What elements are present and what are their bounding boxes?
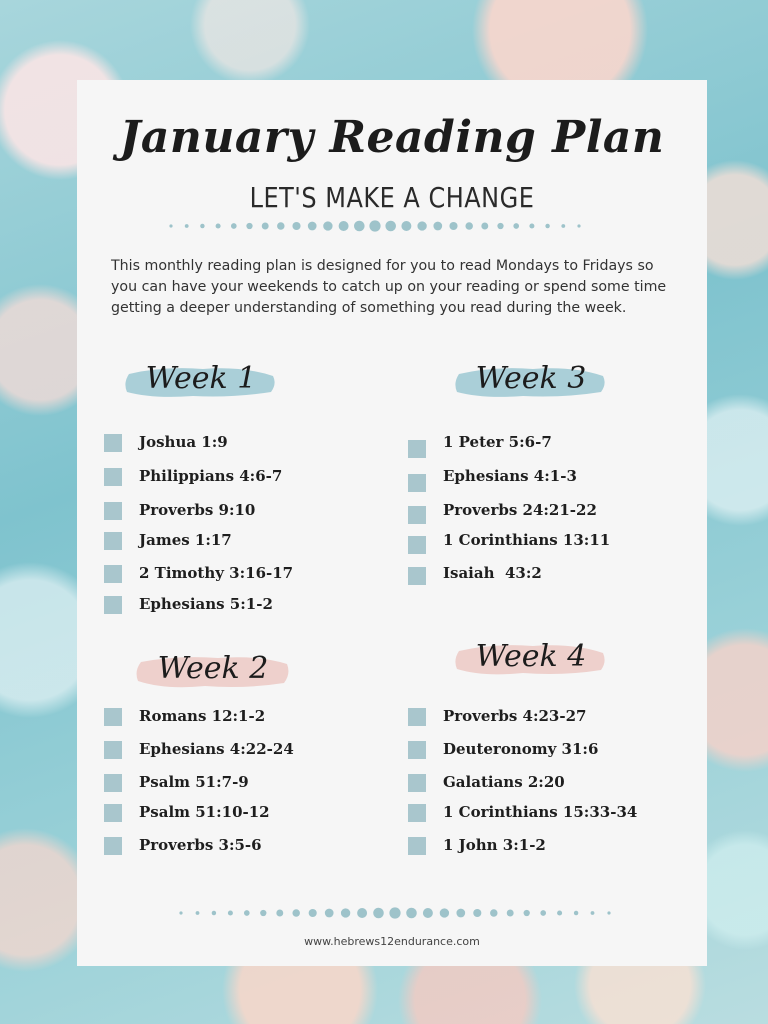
reading-plan-card <box>77 80 707 966</box>
divider-dot <box>507 910 514 917</box>
reading-item[interactable] <box>104 594 344 616</box>
page-subtitle: LET'S MAKE A CHANGE <box>249 181 535 215</box>
scripture-reference: Philippians 4:6-7 <box>139 467 283 485</box>
divider-dot <box>440 908 449 917</box>
divider-dot <box>449 222 457 230</box>
divider-dot <box>456 909 465 918</box>
reading-item[interactable] <box>104 706 344 728</box>
divider-dot <box>228 910 233 915</box>
checkbox[interactable] <box>104 565 122 583</box>
divider-dot <box>591 911 595 915</box>
reading-item[interactable] <box>104 432 344 454</box>
scripture-reference: Ephesians 5:1-2 <box>139 595 273 613</box>
scripture-reference: Ephesians 4:22-24 <box>139 740 294 758</box>
divider-dot <box>357 908 367 918</box>
week-label: Week 2 <box>157 651 269 686</box>
divider-dot <box>354 221 365 232</box>
divider-dot <box>262 223 269 230</box>
divider-dot <box>212 911 216 915</box>
scripture-reference: Galatians 2:20 <box>443 773 565 791</box>
week-label: Week 4 <box>475 639 587 674</box>
divider-dot <box>389 907 400 918</box>
week-4-heading <box>453 634 609 684</box>
reading-item[interactable] <box>408 835 648 857</box>
reading-item[interactable] <box>408 802 648 824</box>
divider-dot <box>216 223 221 228</box>
scripture-reference: 1 Corinthians 15:33-34 <box>443 803 638 821</box>
divider-dot <box>308 222 317 231</box>
checkbox[interactable] <box>104 434 122 452</box>
reading-item[interactable] <box>104 772 344 794</box>
scripture-reference: Isaiah 43:2 <box>443 564 542 582</box>
divider-dot <box>325 909 334 918</box>
divider-dot <box>557 910 562 915</box>
divider-dot <box>373 908 384 919</box>
week-3-heading <box>453 356 609 406</box>
divider-dot <box>385 221 396 232</box>
checkbox[interactable] <box>104 468 122 486</box>
divider-dot <box>545 224 549 228</box>
divider-dot <box>401 221 411 231</box>
checkbox[interactable] <box>104 502 122 520</box>
divider-dot <box>497 223 503 229</box>
week-label: Week 3 <box>475 361 587 396</box>
scripture-reference: Psalm 51:7-9 <box>139 773 249 791</box>
scripture-reference: Proverbs 4:23-27 <box>443 707 587 725</box>
divider-dot <box>277 222 285 230</box>
scripture-reference: Proverbs 24:21-22 <box>443 501 597 519</box>
divider-dot <box>231 223 237 229</box>
checkbox[interactable] <box>408 837 426 855</box>
divider-dot <box>513 223 519 229</box>
divider-dot <box>196 911 200 915</box>
divider-dot <box>574 911 578 915</box>
week-label: Week 1 <box>145 361 257 396</box>
top-dot-divider <box>165 218 585 234</box>
reading-item[interactable] <box>104 835 344 857</box>
checkbox[interactable] <box>104 741 122 759</box>
checkbox[interactable] <box>408 474 426 492</box>
checkbox[interactable] <box>408 536 426 554</box>
intro-paragraph: This monthly reading plan is designed for you to read Mondays to Fridays so you can have your weekends to catch up on your reading or spend some time getting a deeper understanding of something you read during the week. <box>111 258 667 316</box>
reading-item[interactable] <box>104 500 344 522</box>
divider-dot <box>481 223 488 230</box>
divider-dot <box>417 221 426 230</box>
checkbox[interactable] <box>104 837 122 855</box>
checkbox[interactable] <box>104 708 122 726</box>
divider-dot <box>292 909 300 917</box>
scripture-reference: Psalm 51:10-12 <box>139 803 270 821</box>
scripture-reference: Romans 12:1-2 <box>139 707 266 725</box>
reading-item[interactable] <box>408 530 648 552</box>
scripture-reference: Joshua 1:9 <box>139 433 228 451</box>
checkbox[interactable] <box>104 596 122 614</box>
divider-dot <box>490 909 498 917</box>
reading-item[interactable] <box>408 432 648 454</box>
reading-item[interactable] <box>104 739 344 761</box>
reading-item[interactable] <box>408 500 648 522</box>
bottom-dot-divider <box>175 905 615 921</box>
divider-dot <box>433 222 442 231</box>
reading-item[interactable] <box>104 466 344 488</box>
reading-item[interactable] <box>408 772 648 794</box>
checkbox[interactable] <box>408 774 426 792</box>
checkbox[interactable] <box>408 741 426 759</box>
reading-item[interactable] <box>104 802 344 824</box>
divider-dot <box>292 222 300 230</box>
scripture-reference: Proverbs 3:5-6 <box>139 836 262 854</box>
checkbox[interactable] <box>408 506 426 524</box>
checkbox[interactable] <box>408 708 426 726</box>
divider-dot <box>185 224 189 228</box>
divider-dot <box>200 224 204 228</box>
divider-dot <box>260 910 266 916</box>
divider-dot <box>423 908 433 918</box>
divider-dot <box>465 222 473 230</box>
reading-item[interactable] <box>408 739 648 761</box>
divider-dot <box>276 910 283 917</box>
divider-dot <box>406 908 417 919</box>
checkbox[interactable] <box>104 532 122 550</box>
checkbox[interactable] <box>104 804 122 822</box>
scripture-reference: 1 John 3:1-2 <box>443 836 546 854</box>
divider-dot <box>473 909 481 917</box>
reading-item[interactable] <box>104 563 344 585</box>
checkbox[interactable] <box>408 567 426 585</box>
divider-dot <box>529 223 534 228</box>
divider-dot <box>179 911 182 914</box>
divider-dot <box>341 908 350 917</box>
reading-item[interactable] <box>104 530 344 552</box>
reading-item[interactable] <box>408 563 648 585</box>
week-1-heading <box>123 356 279 406</box>
scripture-reference: Deuteronomy 31:6 <box>443 740 599 758</box>
divider-dot <box>607 911 610 914</box>
divider-dot <box>244 910 250 916</box>
divider-dot <box>309 909 317 917</box>
page-title: January Reading Plan <box>119 112 665 163</box>
divider-dot <box>323 221 332 230</box>
divider-dot <box>169 224 172 227</box>
scripture-reference: 1 Peter 5:6-7 <box>443 433 552 451</box>
divider-dot <box>561 224 565 228</box>
reading-item[interactable] <box>408 706 648 728</box>
checkbox[interactable] <box>104 774 122 792</box>
scripture-reference: 1 Corinthians 13:11 <box>443 531 611 549</box>
checkbox[interactable] <box>408 804 426 822</box>
scripture-reference: Ephesians 4:1-3 <box>443 467 577 485</box>
reading-item[interactable] <box>408 466 648 488</box>
divider-dot <box>540 910 546 916</box>
divider-dot <box>524 910 530 916</box>
week-2-heading <box>133 646 293 696</box>
scripture-reference: James 1:17 <box>139 531 232 549</box>
divider-dot <box>339 221 349 231</box>
scripture-reference: 2 Timothy 3:16-17 <box>139 564 294 582</box>
checkbox[interactable] <box>408 440 426 458</box>
website-url: www.hebrews12endurance.com <box>304 935 480 948</box>
divider-dot <box>369 220 380 231</box>
divider-dot <box>246 223 252 229</box>
divider-dot <box>577 224 580 227</box>
scripture-reference: Proverbs 9:10 <box>139 501 256 519</box>
